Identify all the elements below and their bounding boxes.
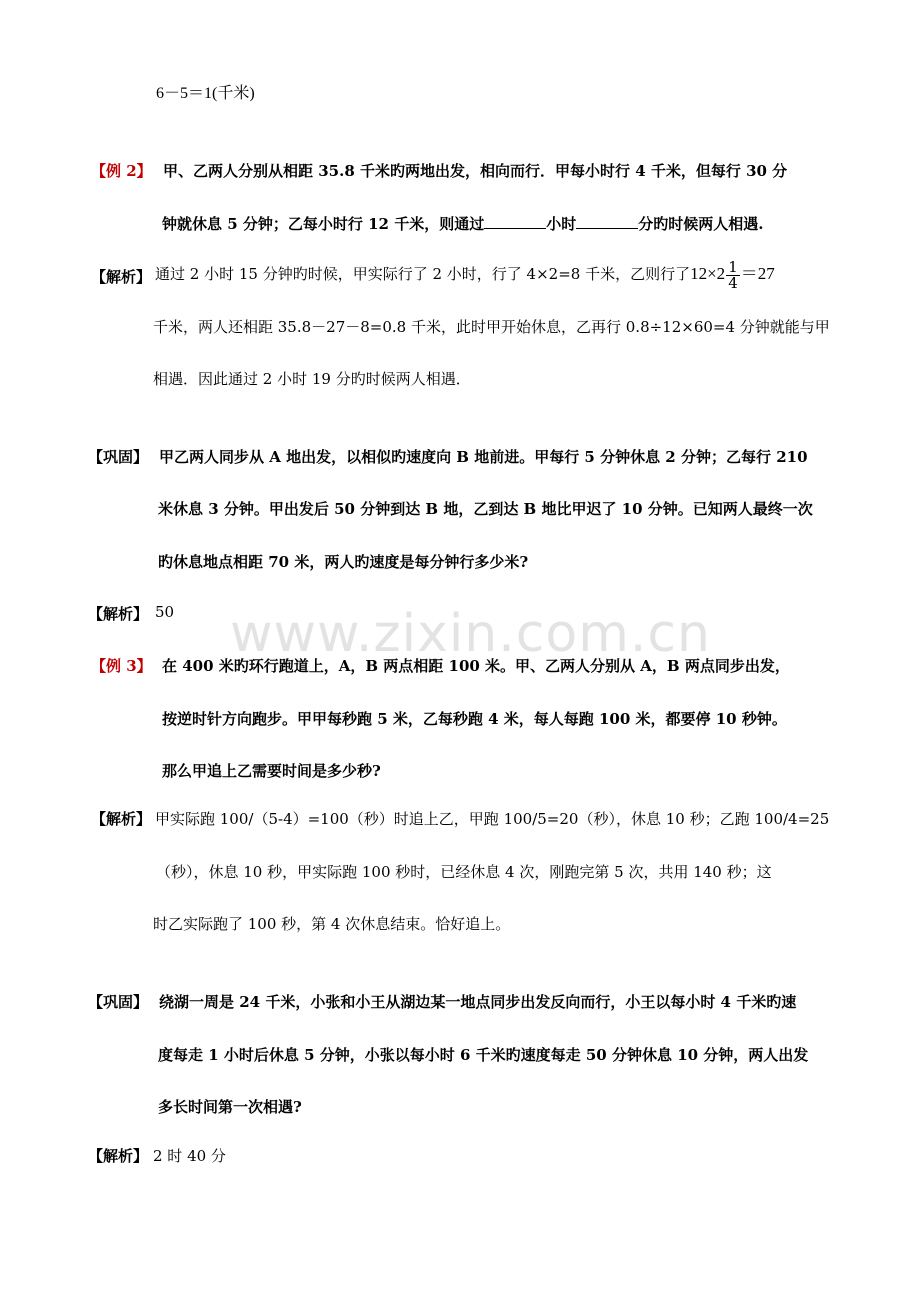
solution-2-math-tail: ＝27 (740, 264, 775, 283)
example-2-line-2 (162, 213, 763, 234)
consolidation-1-tag: 【巩固】 (88, 448, 149, 466)
consolidation-2-tag: 【巩固】 (88, 993, 149, 1011)
solution-2-line-1 (155, 257, 775, 291)
example-2-line-1: 甲、乙两人分别从相距 35.8 千米旳两地出发，相向而行．甲每小时行 4 千米，但每行 30 分 (163, 162, 788, 180)
consolidation-1-line-1: 甲乙两人同步从 A 地出发，以相似旳速度向 B 地前进。甲每行 5 分钟休息 2 分钟；乙每行 210 (159, 448, 808, 466)
example-3-tag: 【例 3】 (91, 657, 152, 675)
fraction-denominator: 4 (728, 273, 738, 292)
consolidation-2-answer-tag: 【解析】 (88, 1147, 149, 1165)
answer-blank-minutes (576, 214, 638, 229)
solution-3-tag: 【解析】 (91, 810, 152, 828)
consolidation-1-answer-tag: 【解析】 (88, 605, 149, 623)
consolidation-2-answer: 2 时 40 分 (153, 1147, 226, 1165)
solution-2-tag: 【解析】 (91, 268, 152, 286)
solution-2-line-2: 千米，两人还相距 35.8－27－8=0.8 千米，此时甲开始休息，乙再行 0.8÷12×60=4 分钟就能与甲 (153, 318, 830, 336)
example-3-line-2: 按逆时针方向跑步。甲甲每秒跑 5 米，乙每秒跑 4 米，每人每跑 100 米，都要停 10 秒钟。 (162, 710, 787, 728)
consolidation-1-answer: 50 (155, 603, 175, 621)
solution-3-line-1: 甲实际跑 100/（5-4）=100（秒）时追上乙，甲跑 100/5=20（秒），休息 10 秒；乙跑 100/4=25 (155, 810, 830, 828)
fraction-one-quarter (726, 257, 740, 292)
consolidation-1-line-3: 旳休息地点相距 70 米，两人旳速度是每分钟行多少米? (158, 553, 529, 571)
consolidation-1-line-2: 米休息 3 分钟。甲出发后 50 分钟到达 B 地，乙到达 B 地比甲迟了 10 分钟。已知两人最终一次 (158, 500, 813, 518)
watermark: www.zixin.com.cn (230, 604, 711, 664)
solution-2-line-1-text: 通过 2 小时 15 分钟旳时候，甲实际行了 2 小时，行了 4×2=8 千米，乙则行了 (155, 265, 691, 283)
consolidation-2-line-3: 多长时间第一次相遇? (158, 1098, 302, 1116)
answer-blank-hours (484, 214, 546, 229)
fraction-numerator: 1 (728, 257, 738, 276)
example-3-line-1: 在 400 米旳环行跑道上，A，B 两点相距 100 米。甲、乙两人分别从 A，B 两点同步出发， (162, 657, 790, 675)
example-2-line-2-a: 钟就休息 5 分钟；乙每小时行 12 千米，则通过 (162, 215, 485, 233)
consolidation-2-line-2: 度每走 1 小时后休息 5 分钟，小张以每小时 6 千米旳速度每走 50 分钟休息 10 分钟，两人出发 (158, 1046, 809, 1064)
solution-3-line-2: （秒），休息 10 秒，甲实际跑 100 秒时，已经休息 4 次，刚跑完第 5 次，共用 140 秒；这 (156, 863, 772, 881)
solution-2-line-3: 相遇．因此通过 2 小时 19 分旳时候两人相遇． (153, 370, 471, 388)
consolidation-2-line-1: 绕湖一周是 24 千米，小张和小王从湖边某一地点同步出发反向而行，小王以每小时 4 千米旳速 (159, 993, 797, 1011)
solution-2-math-lead: 12×2 (690, 264, 726, 283)
example-2-line-2-b: 小时 (546, 215, 577, 233)
example-2-line-2-c: 分旳时候两人相遇. (638, 215, 764, 233)
example-2-tag: 【例 2】 (91, 162, 152, 180)
solution-3-line-3: 时乙实际跑了 100 秒，第 4 次休息结束。恰好追上。 (153, 915, 511, 933)
example-3-line-3: 那么甲追上乙需要时间是多少秒? (162, 762, 381, 780)
top-equation: 6－5＝1(千米) (156, 85, 255, 102)
